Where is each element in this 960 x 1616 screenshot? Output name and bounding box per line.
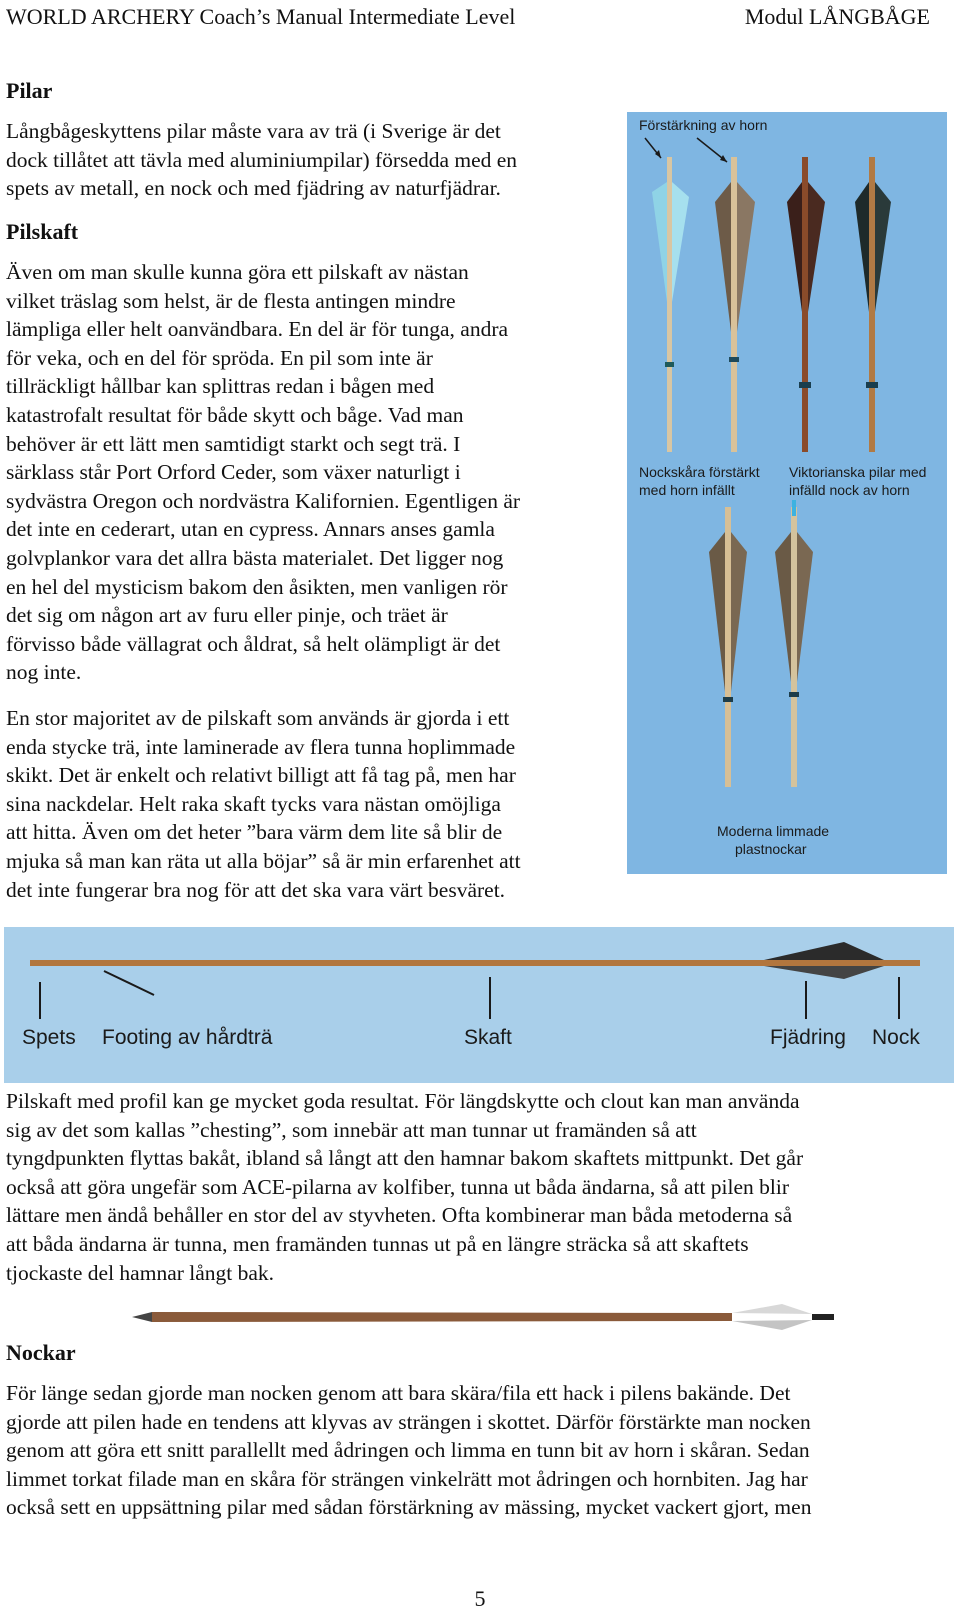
arrows-illustration [627,112,947,874]
text-line: gjorde att pilen hade en tendens att klyvas av strängen i skottet. Därför förstärkte man nocken [6,1409,811,1434]
label-modern-1: Moderna limmade [717,823,830,839]
label-victorian-1: Viktorianska pilar med [789,464,927,480]
text-line: För länge sedan gjorde man nocken genom att bara skära/fila ett hack i pilens bakände. Det [6,1381,791,1405]
text-line: särklass står Port Orford Ceder, som växer naturligt i [6,460,461,485]
page-number: 5 [474,1586,486,1611]
paragraph-nockar [6,1379,811,1522]
text-line: det inte fungerar bra nog för att det ska vara värt besväret. [6,877,506,902]
label-skaft: Skaft [464,1026,512,1049]
text-line: sig av det som kallas ”chesting”, som innebär att man tunnar ut framänden så att [6,1117,697,1142]
label-spets: Spets [22,1026,76,1049]
text-line: det sig om någon art av furu eller pinje, och träet är [6,603,448,628]
text-line: det inte en cederart, utan en cypress. Annars anses gamla [6,517,495,542]
text-line: katastrofalt resultat för både skytt och båge. Vad man [6,402,464,427]
header-title: WORLD ARCHERY Coach’s Manual Intermediate Level [6,4,516,29]
text-line: också sett en uppsättning pilar med sådan förstärkning av mässing, mycket vackert gjort, men [6,1495,812,1520]
text-line: golvplankor vara det allra bästa materialet. Det ligger nog [6,545,504,570]
text-line: skikt. Det är enkelt och relativt billigt att få tag på, men har [6,763,516,788]
arrow-parts-figure [4,927,954,1083]
text-line: behöver är ett lätt men samtidigt starkt och segt trä. I [6,431,461,456]
text-line: sydvästra Oregon och nordvästra Kalifornien. Egentligen är [6,488,521,513]
text-line: limmet torkat filade man en skåra för strängen vinkelrätt mot ådringen och hornbiten. Jag har [6,1466,808,1491]
text-line: mjuka så man kan räta ut alla böjar” så är min erfarenhet att [6,848,521,873]
arrow-parts-illustration [4,927,954,1083]
label-nock-2: med horn infällt [639,482,735,498]
text-line: att båda ändarna är tunna, men framänden tunnas ut på en längre sträcka så att skaftets [6,1231,749,1256]
label-nock-1: Nockskåra förstärkt [639,464,760,480]
label-modern-2: plastnockar [735,841,807,857]
heading-pilskaft: Pilskaft [6,219,79,244]
text-line: nog inte. [6,660,82,685]
text-line: sina nackdelar. Helt raka skaft tycks vara nästan omöjliga [6,791,501,816]
text-line: en hel del mysticism bakom den åsikten, men vanligen rör [6,574,508,599]
text-line: också att göra ungefär som ACE-pilarna av kolfiber, tunna ut båda ändarna, så att pilen blir [6,1174,790,1199]
text-line: tillräckligt hållbar kan splittras redan i bågen med [6,374,435,399]
heading-pilar: Pilar [6,78,53,103]
paragraph-pilskaft [6,258,520,687]
text-line: Pilskaft med profil kan ge mycket goda resultat. För längdskytte och clout kan man använda [6,1089,800,1113]
text-line: Även om man skulle kunna göra ett pilskaft av nästan [6,260,469,284]
label-horn-reinforcement: Förstärkning av horn [639,117,768,133]
text-line: spets av metall, en nock och med fjädring av naturfjädrar. [6,176,501,201]
text-line: förvisso både vällagrat och åldrat, så helt olämpligt är det [6,631,501,656]
text-line: genom att göra ett snitt parallellt med ådringen och limma en tunn bit av horn i skåran. Sedan [6,1438,810,1463]
label-nock: Nock [872,1026,920,1049]
paragraph-profil [6,1087,803,1287]
label-footing: Footing av hårdträ [102,1026,273,1049]
label-victorian-2: infälld nock av horn [789,482,910,498]
text-line: tyngdpunkten flyttas bakåt, ibland så långt att den hamnar bakom skaftets mittpunkt. Det går [6,1146,804,1171]
text-line: vilket träslag som helst, är de flesta antingen mindre [6,288,456,313]
label-fjadring: Fjädring [770,1026,846,1049]
paragraph-pilar [6,117,517,203]
text-line: lättare men ändå behåller en stor del av styvheten. Ofta kombinerar man båda metoderna så [6,1203,793,1228]
text-line: lämpliga eller helt oanvändbara. En del är för tunga, andra [6,317,509,342]
heading-nockar: Nockar [6,1340,76,1365]
text-line: Långbågeskyttens pilar måste vara av trä (i Sverige är det [6,119,501,143]
header-module: Modul LÅNGBÅGE [744,4,930,29]
paragraph-majoritet [6,704,521,904]
text-line: att hitta. Även om det heter ”bara värm dem lite så blir de [6,820,503,845]
text-line: dock tillåtet att tävla med aluminiumpilar) försedda med en [6,147,518,172]
arrows-figure [627,112,947,874]
text-line: tjockaste del hamnar långt bak. [6,1260,275,1285]
text-line: för veka, och en del för spröda. En pil som inte är [6,345,433,370]
tapered-arrow-image [132,1300,872,1334]
text-line: En stor majoritet av de pilskaft som används är gjorda i ett [6,706,510,730]
text-line: enda stycke trä, inte laminerade av flera tunna hoplimmade [6,734,516,759]
